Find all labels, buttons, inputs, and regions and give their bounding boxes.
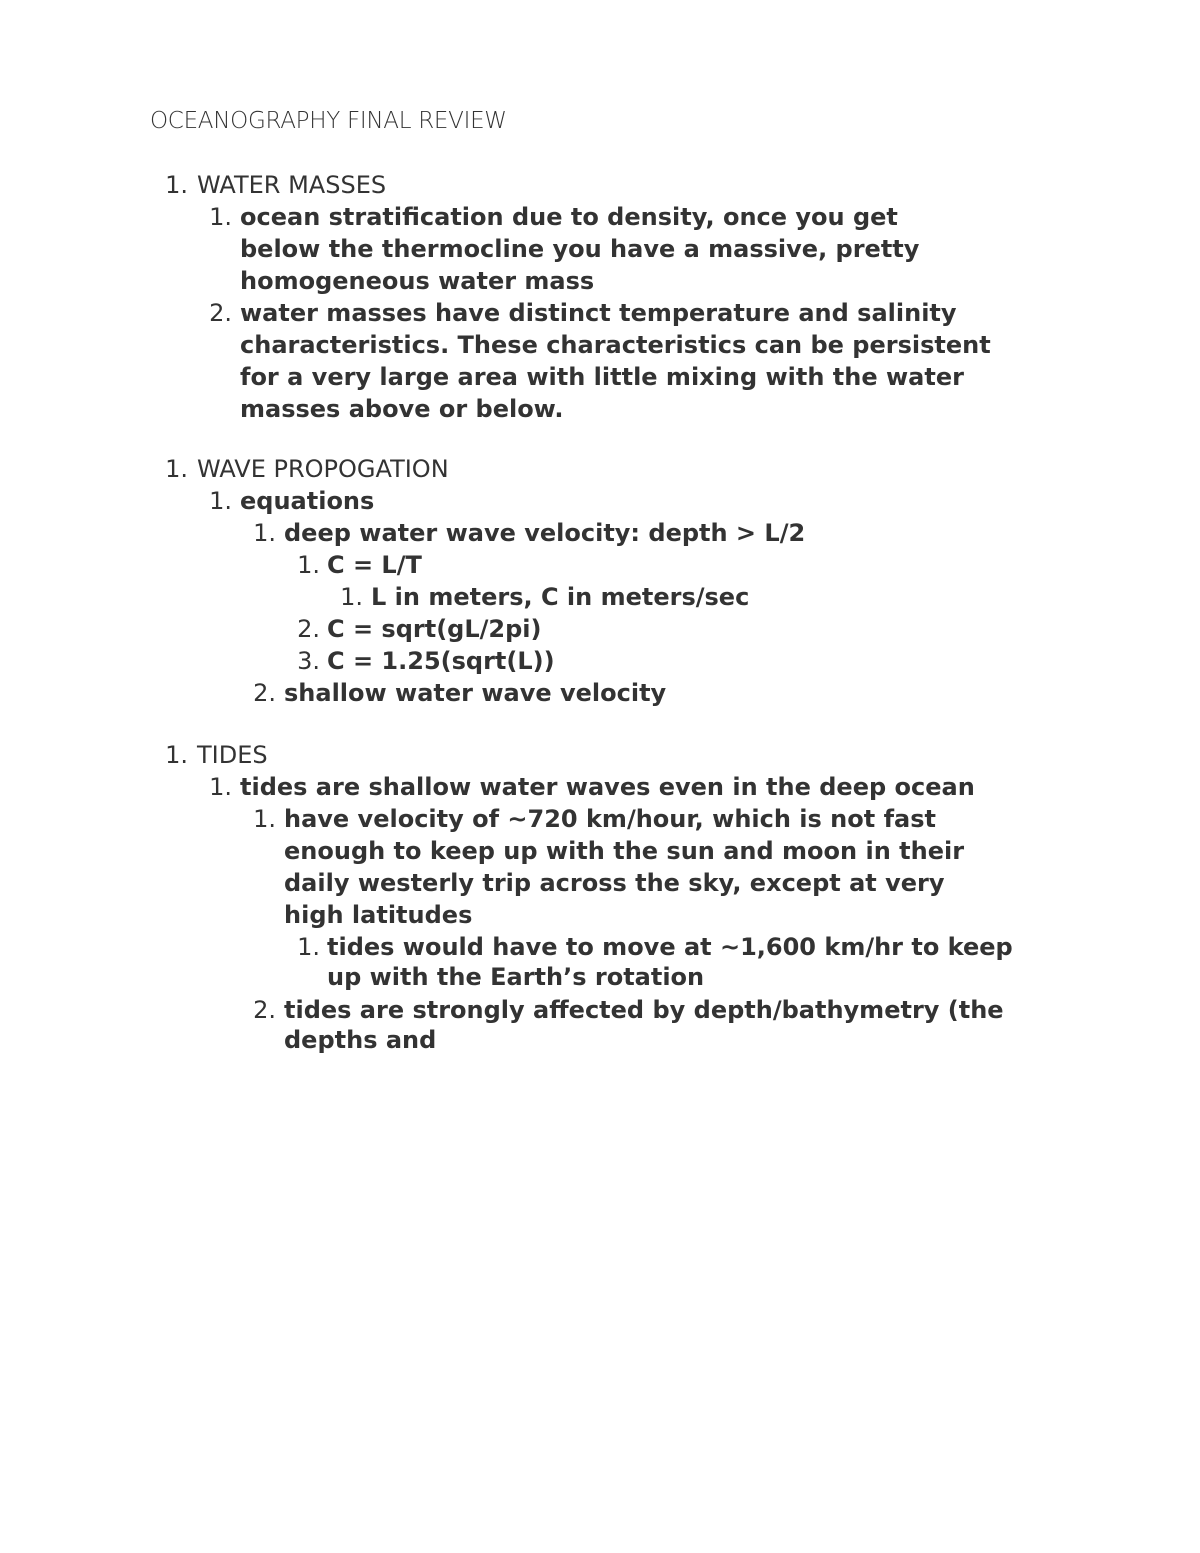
list-number: 2. [253, 679, 276, 707]
list-item-text: homogeneous water mass [240, 267, 595, 295]
list-item-text: for a very large area with little mixing with the water [240, 363, 964, 391]
list-item-text: enough to keep up with the sun and moon in their [284, 837, 965, 865]
list-number: 2. [297, 615, 320, 643]
list-item-text: shallow water wave velocity [284, 679, 667, 707]
list-item-text: C = L/T [327, 551, 422, 579]
list-item-text: deep water wave velocity: depth > L/2 [284, 519, 806, 547]
heading-text: WATER MASSES [197, 171, 387, 199]
list-item-text: have velocity of ~720 km/hour, which is not fast [284, 805, 936, 833]
list-item-text: equations [240, 487, 375, 515]
list-number: 1. [253, 519, 276, 547]
list-number: 1. [165, 741, 188, 769]
list-number: 1. [297, 933, 320, 961]
list-number: 1. [209, 203, 232, 231]
heading-text: WAVE PROPOGATION [197, 455, 449, 483]
list-item-text: C = sqrt(gL/2pi) [327, 615, 542, 643]
page-title: OCEANOGRAPHY FINAL REVIEW [150, 108, 507, 134]
list-number: 1. [165, 455, 188, 483]
list-number: 1. [165, 171, 188, 199]
heading-text: TIDES [197, 741, 268, 769]
list-number: 1. [253, 805, 276, 833]
list-item-text: tides would have to move at ~1,600 km/hr to keep [327, 933, 1013, 961]
list-item-text: C = 1.25(sqrt(L)) [327, 647, 555, 675]
list-item-text: depths and [284, 1026, 437, 1054]
list-number: 1. [209, 487, 232, 515]
list-number: 2. [253, 996, 276, 1024]
list-item-text: characteristics. These characteristics can be persistent [240, 331, 991, 359]
list-item-text: daily westerly trip across the sky, except at very [284, 869, 945, 897]
list-number: 1. [340, 583, 363, 611]
list-item-text: high latitudes [284, 901, 473, 929]
list-number: 1. [297, 551, 320, 579]
list-item-text: ocean stratification due to density, once you get [240, 203, 898, 231]
list-item-text: water masses have distinct temperature and salinity [240, 299, 957, 327]
list-item-text: L in meters, C in meters/sec [371, 583, 750, 611]
list-number: 3. [297, 647, 320, 675]
list-item-text: below the thermocline you have a massive, pretty [240, 235, 920, 263]
list-item-text: masses above or below. [240, 395, 564, 423]
list-item-text: tides are strongly affected by depth/bathymetry (the [284, 996, 1004, 1024]
list-item-text: tides are shallow water waves even in the deep ocean [240, 773, 975, 801]
list-number: 2. [209, 299, 232, 327]
list-number: 1. [209, 773, 232, 801]
list-item-text: up with the Earth’s rotation [327, 963, 705, 991]
